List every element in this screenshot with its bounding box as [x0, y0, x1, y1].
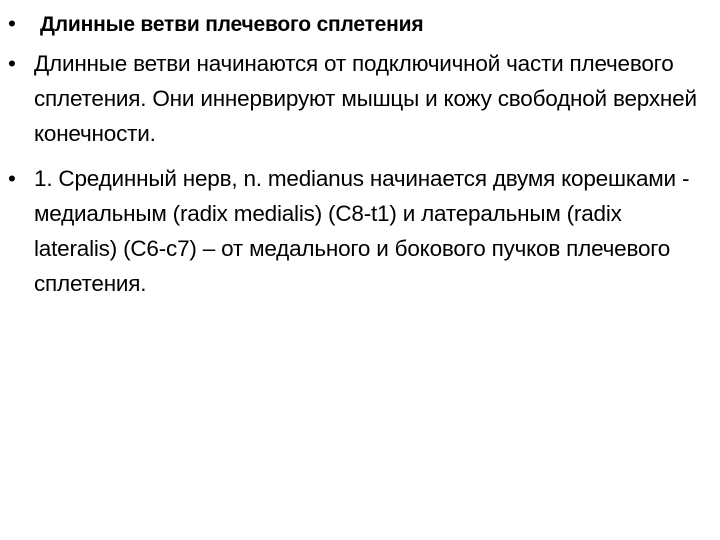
- bullet-icon: •: [8, 51, 16, 76]
- bullet-list: [8, 6, 698, 311]
- bullet-icon: •: [8, 11, 16, 36]
- list-item-median-nerve: [8, 161, 698, 301]
- heading-text: Длинные ветви плечевого сплетения: [40, 13, 424, 36]
- bullet-icon: •: [8, 166, 16, 191]
- intro-text: Длинные ветви начинаются от подключичной части плечевого сплетения. Они иннервируют мышцы и кожу свободной верхней конечности.: [34, 51, 697, 146]
- median-nerve-text: 1. Срединный нерв, n. medianus начинается двумя корешками - медиальным (radix medialis) (C8-t1) и латеральным (radix lateralis) (C6-c7) – от медального и бокового пучков плечевого сплетения.: [34, 166, 690, 296]
- list-item-intro: [8, 46, 698, 151]
- list-item-heading: [8, 6, 698, 42]
